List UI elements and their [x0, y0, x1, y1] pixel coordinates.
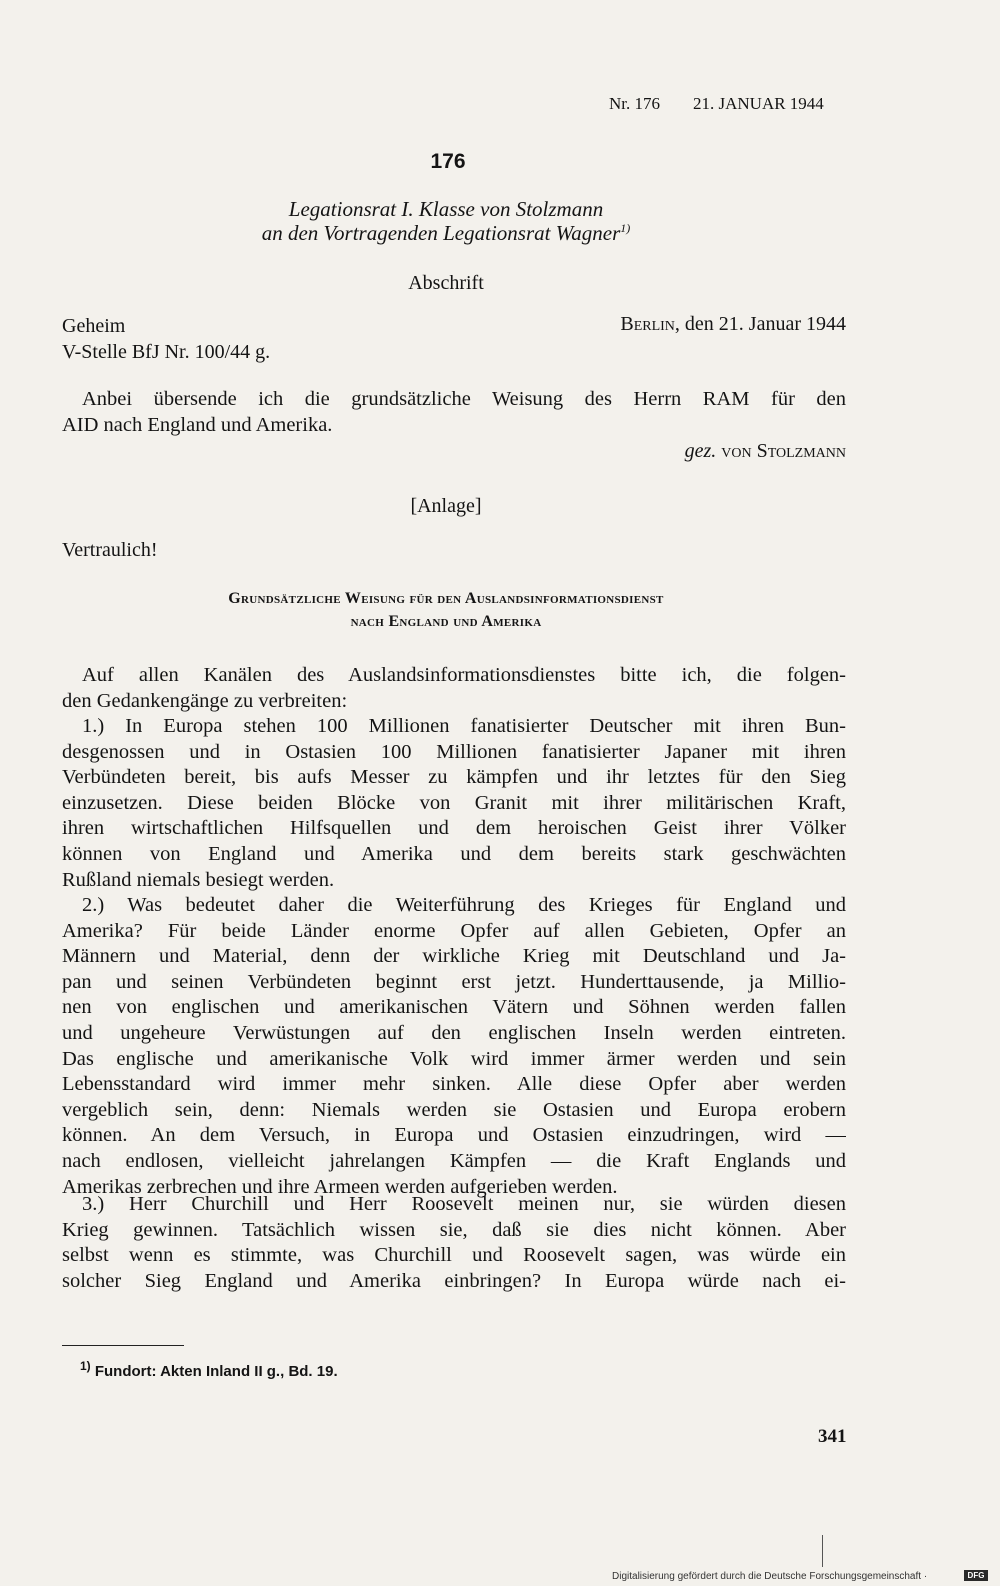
body-line: 1.) In Europa stehen 100 Millionen fanatisierter Deutscher mit ihren Bun- [82, 715, 846, 737]
cover-line: AID nach England und Amerika. [62, 413, 333, 436]
body-line: und ungeheure Verwüstungen auf den englischen Inseln werden eintreten. [62, 1021, 846, 1044]
signature [600, 440, 846, 463]
signature-prefix: gez. [684, 440, 717, 462]
heading-line-2: nach England und Amerika [350, 613, 542, 630]
enclosure-label: [Anlage] [410, 495, 482, 517]
footnote [80, 1359, 338, 1380]
signature-name: von Stolzmann [721, 440, 846, 462]
page-number: 341 [818, 1426, 847, 1447]
classification: Geheim [62, 315, 126, 337]
place-date-rest: , den 21. Januar 1944 [674, 313, 846, 335]
body-line: Männern und Material, denn der wirkliche Krieg mit Deutschland und Ja- [62, 945, 846, 968]
body-paragraph-intro [62, 663, 846, 714]
footnote-text: Fundort: Akten Inland II g., Bd. 19. [94, 1363, 338, 1380]
body-line: Rußland niemals besiegt werden. [62, 868, 335, 891]
heading-line-1: Grundsätzliche Weisung für den Auslandsinformationsdienst [228, 590, 664, 607]
body-line: 3.) Herr Churchill und Herr Roosevelt meinen nur, sie würden diesen [82, 1193, 846, 1215]
body-line: können von England und Amerika und dem bereits stark geschwächten [62, 842, 846, 865]
place: Berlin [620, 313, 675, 335]
body-line: pan und seinen Verbündeten beginnt erst jetzt. Hunderttausende, ja Millio- [62, 970, 846, 993]
header-date: 21. JANUAR 1944 [693, 94, 824, 113]
body-line: ihren wirtschaftlichen Hilfsquellen und dem heroischen Geist ihrer Völker [62, 817, 846, 840]
body-line: Lebensstandard wird immer mehr sinken. Alle diese Opfer aber werden [62, 1073, 846, 1096]
reference-number: V-Stelle BfJ Nr. 100/44 g. [62, 341, 271, 363]
body-line: Das englische und amerikanische Volk wird immer ärmer werden und sein [62, 1047, 846, 1070]
body-line: desgenossen und in Ostasien 100 Millionen fanatisierter Japaner mit ihren [62, 740, 846, 763]
digitization-note: Digitalisierung gefördert durch die Deutsche Forschungsgemeinschaft · [612, 1571, 928, 1582]
document-number: 176 [430, 150, 466, 173]
header-doc-ref: Nr. 176 [609, 94, 660, 113]
cover-line: Anbei übersende ich die grundsätzliche Weisung des Herrn RAM für den [82, 388, 846, 410]
place-date [556, 313, 846, 336]
copy-label: Abschrift [408, 272, 484, 294]
confidential-label: Vertraulich! [62, 539, 158, 561]
body-line: Auf allen Kanälen des Auslandsinformationsdienstes bitte ich, die folgen- [82, 664, 846, 686]
body-line: Krieg gewinnen. Tatsächlich wissen sie, daß sie dies nicht können. Aber [62, 1218, 846, 1241]
scan-mark [822, 1535, 823, 1567]
body-paragraph-1 [62, 714, 846, 893]
footnote-marker: 1) [80, 1359, 91, 1373]
body-line: selbst wenn es stimmte, was Churchill und Roosevelt sagen, was würde ein [62, 1244, 846, 1267]
cover-text [62, 387, 846, 438]
body-line: können. An dem Versuch, in Europa und Ostasien einzudringen, wird — [62, 1124, 846, 1147]
body-line: Amerika? Für beide Länder enorme Opfer auf allen Gebieten, Opfer an [62, 919, 846, 942]
body-paragraph-3 [62, 1192, 846, 1294]
footnote-rule [62, 1345, 184, 1346]
dfg-logo: DFG [964, 1570, 988, 1581]
title-line-2: an den Vortragenden Legationsrat Wagner$^{1)}$ [261, 221, 631, 245]
body-line: 2.) Was bedeutet daher die Weiterführung des Krieges für England und [82, 894, 846, 916]
body-line: einzusetzen. Diese beiden Blöcke von Granit mit ihrer militärischen Kraft, [62, 791, 846, 814]
body-line: Verbündeten bereit, bis aufs Messer zu kämpfen und ihr letztes für den Sieg [62, 766, 846, 789]
body-paragraph-2 [62, 893, 846, 1200]
body-line: solcher Sieg England und Amerika einbringen? In Europa würde nach ei- [62, 1269, 846, 1292]
footnote-ref: 1) [620, 221, 631, 235]
body-line: den Gedankengänge zu verbreiten: [62, 689, 348, 712]
body-line: nach endlosen, vielleicht jahrelangen Kämpfen — die Kraft Englands und [62, 1149, 846, 1172]
body-line: Amerikas zerbrechen und ihre Armeen werden aufgerieben werden. [62, 1175, 618, 1198]
body-line: nen von englischen und amerikanischen Vätern und Söhnen werden fallen [62, 996, 846, 1019]
body-line: vergeblich sein, denn: Niemals werden sie Ostasien und Europa erobern [62, 1098, 846, 1121]
title-line-1: Legationsrat I. Klasse von Stolzmann [288, 197, 604, 221]
